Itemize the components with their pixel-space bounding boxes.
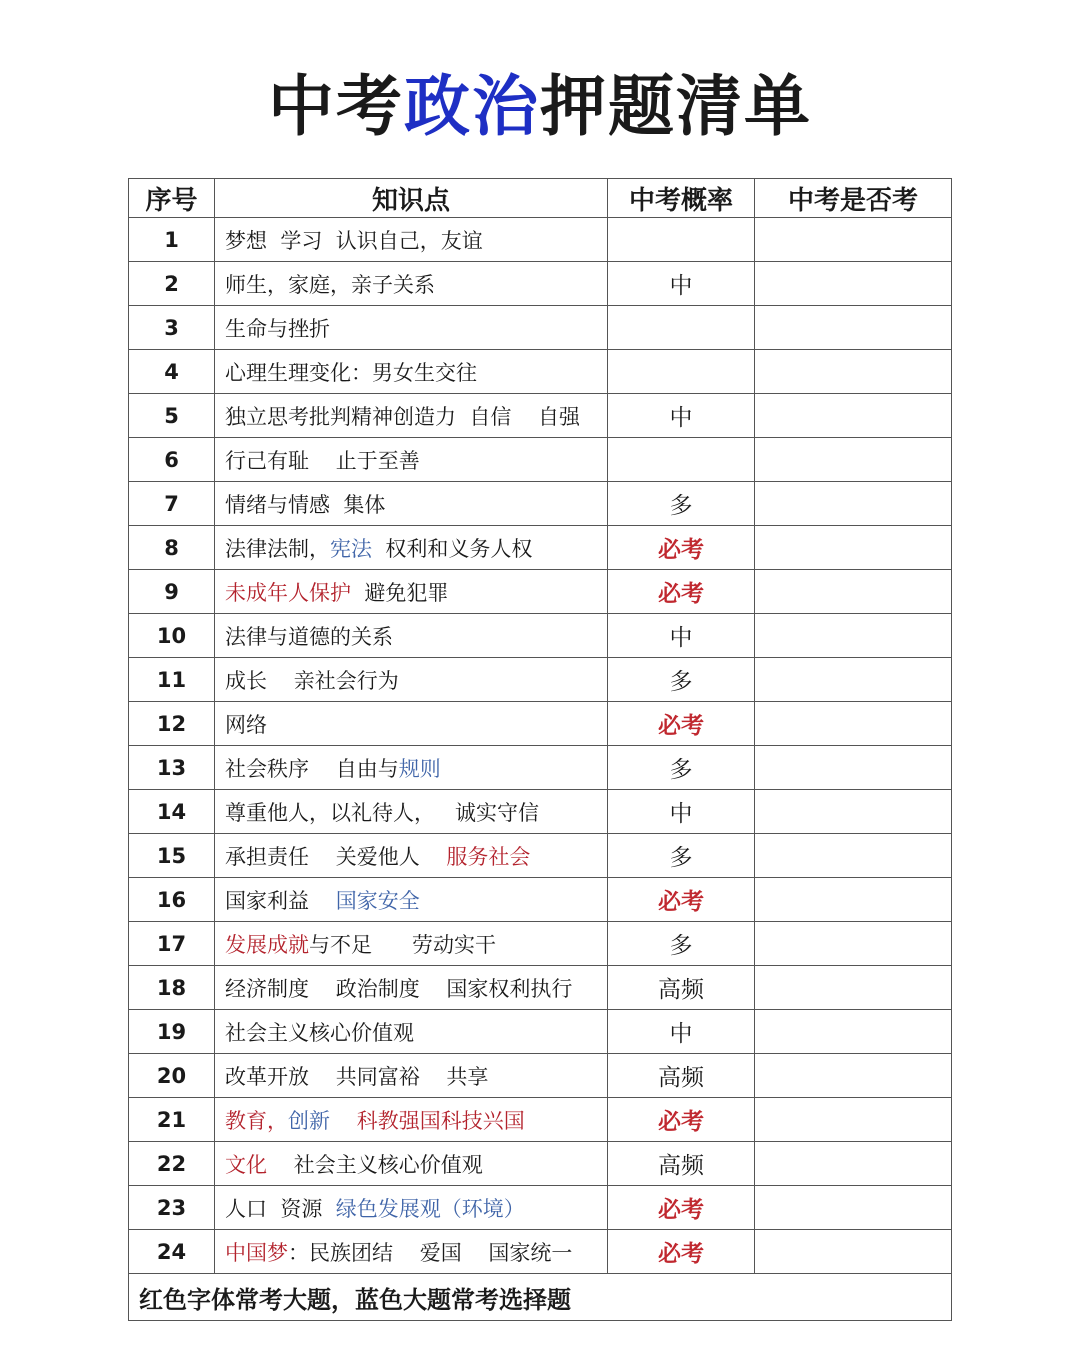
probability-cell: 中 [608,1010,755,1054]
topic-text: 独立思考批判精神创造力 自信 自强 [225,404,581,429]
probability-cell: 多 [608,482,755,526]
topic-text-red: 教育， [225,1108,288,1133]
row-number: 1 [129,218,215,262]
topic-text: 网络 [225,712,267,737]
row-number: 2 [129,262,215,306]
table-row [129,1186,952,1230]
topic-cell [215,1010,608,1054]
topic-text-red: 科教强国科技兴国 [356,1108,525,1133]
topic-text: 社会主义核心价值观 [225,1020,414,1045]
examined-cell[interactable] [755,218,952,262]
probability-cell: 多 [608,922,755,966]
topic-cell [215,614,608,658]
table-row [129,966,952,1010]
examined-cell[interactable] [755,1098,952,1142]
table-row [129,1054,952,1098]
examined-cell[interactable] [755,834,952,878]
row-number: 22 [129,1142,215,1186]
examined-cell[interactable] [755,350,952,394]
topic-text-red: 发展成就 [225,932,309,957]
probability-cell: 中 [608,790,755,834]
probability-cell: 必考 [608,526,755,570]
topic-text: 心理生理变化：男女生交往 [225,360,477,385]
probability-cell: 多 [608,834,755,878]
table-row [129,394,952,438]
topic-text: 人口 资源 [225,1196,336,1221]
table-row [129,1010,952,1054]
topic-text-blue: 规则 [398,756,441,781]
topic-text-blue: 绿色发展观（环境） [335,1196,525,1221]
topic-cell [215,218,608,262]
probability-cell: 中 [608,394,755,438]
topic-text: 法律法制， [225,536,330,561]
topic-cell [215,526,608,570]
probability-cell: 高频 [608,1054,755,1098]
topic-text-blue: 宪法 [330,536,372,561]
probability-cell: 高频 [608,966,755,1010]
examined-cell[interactable] [755,1054,952,1098]
examined-cell[interactable] [755,306,952,350]
row-number: 18 [129,966,215,1010]
row-number: 13 [129,746,215,790]
examined-cell[interactable] [755,526,952,570]
table-row [129,658,952,702]
topic-cell [215,1230,608,1274]
row-number: 15 [129,834,215,878]
probability-cell: 必考 [608,702,755,746]
row-number: 8 [129,526,215,570]
table-row [129,482,952,526]
row-number: 9 [129,570,215,614]
topic-cell [215,482,608,526]
row-number: 11 [129,658,215,702]
table-row [129,614,952,658]
topic-cell [215,922,608,966]
examined-cell[interactable] [755,966,952,1010]
topic-text: 与不足 劳动实干 [309,932,497,957]
table-row [129,570,952,614]
probability-cell: 多 [608,746,755,790]
row-number: 21 [129,1098,215,1142]
topic-text: 梦想 学习 认识自己，友谊 [225,228,483,253]
topic-cell [215,658,608,702]
topic-cell [215,438,608,482]
topic-cell [215,1098,608,1142]
topic-text: 法律与道德的关系 [225,624,393,649]
probability-cell: 必考 [608,1230,755,1274]
topic-text: 行己有耻 止于至善 [225,448,420,473]
topic-cell [215,1142,608,1186]
table-header-row [129,179,952,218]
table-body [129,218,952,1274]
header-probability: 中考概率 [608,179,755,218]
probability-cell [608,350,755,394]
topic-cell [215,262,608,306]
topic-cell [215,834,608,878]
page-title [0,62,1080,152]
row-number: 23 [129,1186,215,1230]
table-row [129,438,952,482]
examined-cell[interactable] [755,1142,952,1186]
topic-text: 国家利益 [225,888,336,913]
topic-cell [215,350,608,394]
row-number: 6 [129,438,215,482]
topic-text: 避免犯罪 [351,580,449,605]
table-footer-row [129,1274,952,1321]
topic-text: 生命与挫折 [225,316,330,341]
table-row [129,790,952,834]
examined-cell[interactable] [755,746,952,790]
row-number: 19 [129,1010,215,1054]
examined-cell[interactable] [755,570,952,614]
topic-text: 权利和义务人权 [372,536,533,561]
table-row [129,350,952,394]
topic-cell [215,746,608,790]
row-number: 7 [129,482,215,526]
topic-text: 经济制度 政治制度 国家权利执行 [225,976,573,1001]
row-number: 24 [129,1230,215,1274]
header-number: 序号 [129,179,215,218]
table-row [129,262,952,306]
row-number: 10 [129,614,215,658]
table-row [129,878,952,922]
table-row [129,526,952,570]
row-number: 17 [129,922,215,966]
topic-cell [215,306,608,350]
examined-cell[interactable] [755,482,952,526]
table-row [129,922,952,966]
table-row [129,1230,952,1274]
topic-cell [215,966,608,1010]
topic-text-blue: 国家安全 [335,888,420,913]
examined-cell[interactable] [755,658,952,702]
topic-text: 承担责任 关爱他人 [225,844,447,869]
topic-cell [215,570,608,614]
topic-text: 社会主义核心价值观 [267,1152,483,1177]
probability-cell: 中 [608,614,755,658]
topic-text-red: 文化 [225,1152,267,1177]
topic-cell [215,790,608,834]
topic-text: 情绪与情感 集体 [225,492,386,517]
header-examined: 中考是否考 [755,179,952,218]
examined-cell[interactable] [755,878,952,922]
title-part-2: 政治 [404,68,540,145]
topic-text: 尊重他人，以礼待人， 诚实守信 [225,800,540,825]
topic-text: ：民族团结 爱国 国家统一 [288,1240,573,1265]
table-row [129,1098,952,1142]
probability-cell [608,438,755,482]
row-number: 4 [129,350,215,394]
examined-cell[interactable] [755,1010,952,1054]
topic-text [330,1109,357,1133]
examined-cell[interactable] [755,262,952,306]
table-row [129,702,952,746]
topic-text: 师生，家庭，亲子关系 [225,272,435,297]
probability-cell: 高频 [608,1142,755,1186]
table-row [129,218,952,262]
topic-text: 成长 亲社会行为 [225,668,399,693]
probability-cell [608,306,755,350]
examined-cell[interactable] [755,1230,952,1274]
probability-cell: 必考 [608,1098,755,1142]
examined-cell[interactable] [755,394,952,438]
topic-text: 改革开放 共同富裕 共享 [225,1064,489,1089]
topic-text-blue: 创新 [288,1108,330,1133]
table-row [129,306,952,350]
examined-cell[interactable] [755,1186,952,1230]
probability-cell: 必考 [608,570,755,614]
topic-text: 社会秩序 自由与 [225,756,399,781]
topic-cell [215,702,608,746]
row-number: 12 [129,702,215,746]
examined-cell[interactable] [755,790,952,834]
topic-cell [215,394,608,438]
topic-text-red: 中国梦 [225,1240,288,1265]
table-row [129,1142,952,1186]
probability-cell: 必考 [608,1186,755,1230]
examined-cell[interactable] [755,922,952,966]
examined-cell[interactable] [755,438,952,482]
topic-cell [215,878,608,922]
probability-cell [608,218,755,262]
footer-note: 红色字体常考大题，蓝色大题常考选择题 [129,1274,952,1321]
row-number: 20 [129,1054,215,1098]
topic-cell [215,1186,608,1230]
topic-text-red: 服务社会 [446,844,531,869]
exam-list-table [128,178,952,1321]
table-row [129,746,952,790]
row-number: 3 [129,306,215,350]
topic-cell [215,1054,608,1098]
examined-cell[interactable] [755,702,952,746]
probability-cell: 必考 [608,878,755,922]
title-part-3: 押题清单 [540,68,812,145]
row-number: 16 [129,878,215,922]
probability-cell: 多 [608,658,755,702]
topic-text-red: 未成年人保护 [225,580,351,605]
header-topic: 知识点 [215,179,608,218]
row-number: 5 [129,394,215,438]
table-row [129,834,952,878]
examined-cell[interactable] [755,614,952,658]
row-number: 14 [129,790,215,834]
title-part-1: 中考 [268,68,404,145]
probability-cell: 中 [608,262,755,306]
